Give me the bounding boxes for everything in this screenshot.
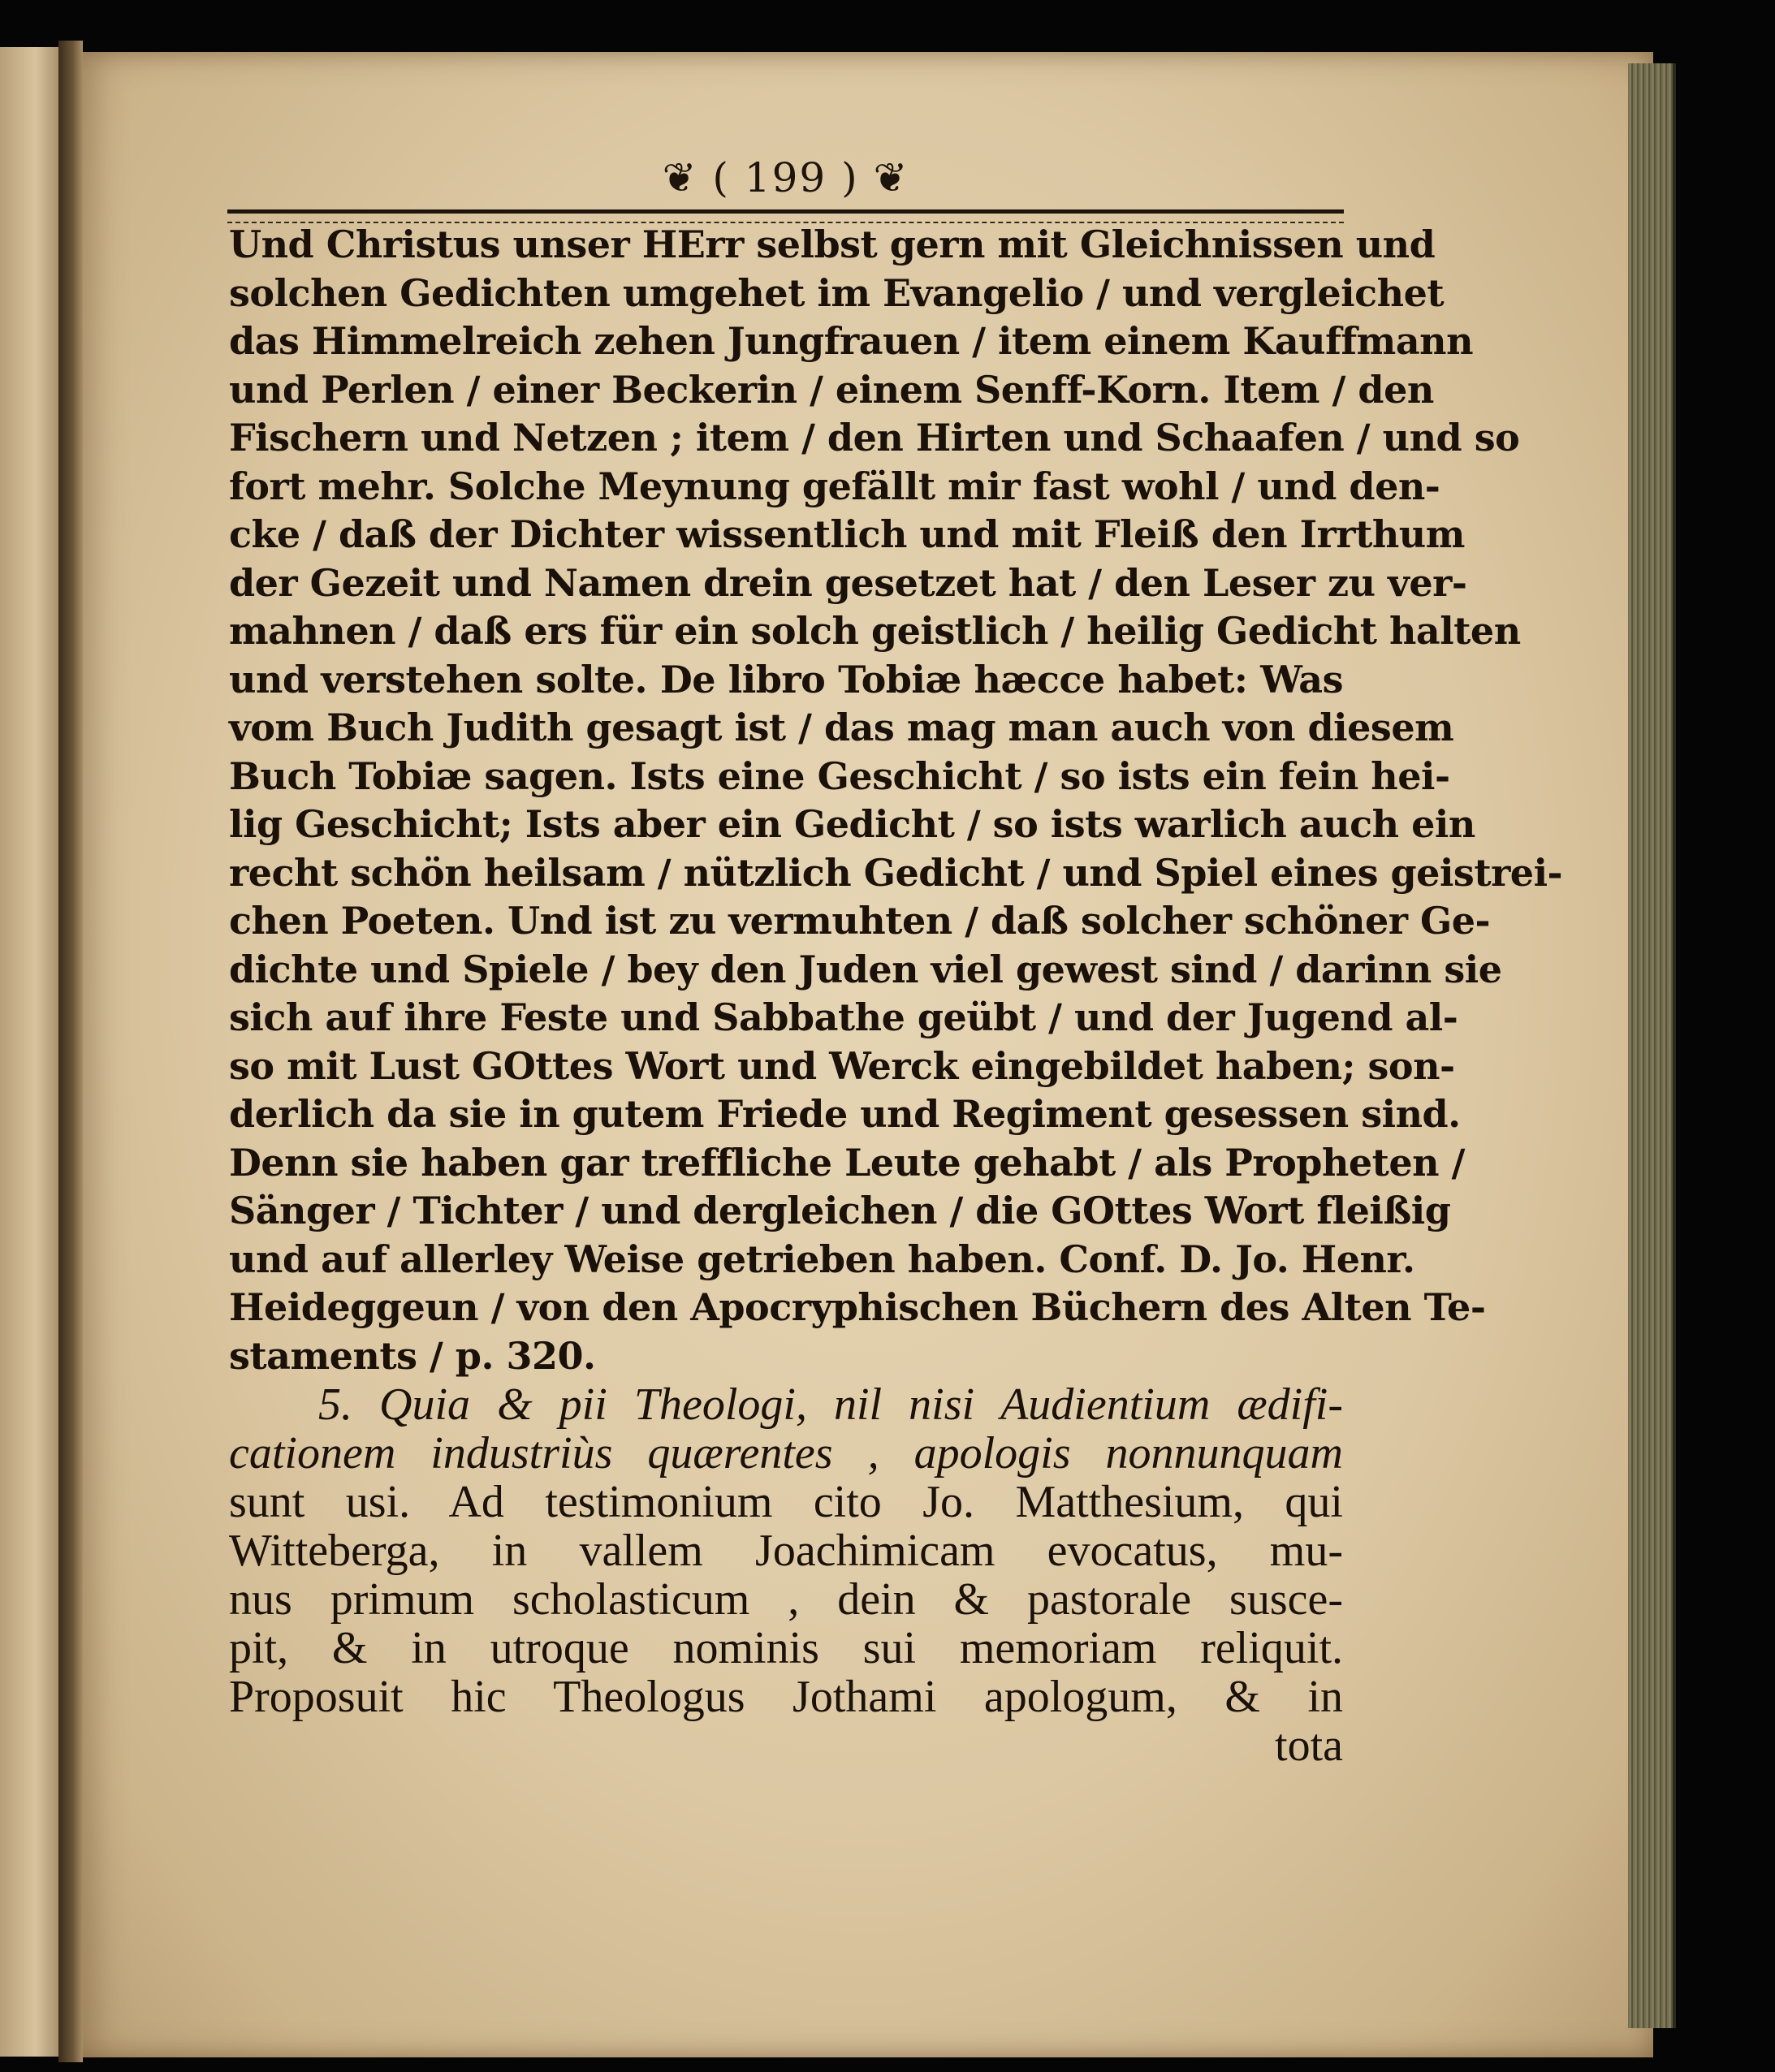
latin-line: 5. Quia & pii Theologi, nil nisi Audientium ædifi- [318, 1379, 1343, 1430]
text-line: dichte und Spiele / bey den Juden viel gewest sind / darinn sie [229, 947, 1502, 991]
text-line: und Perlen / einer Beckerin / einem Senff-Korn. Item / den [229, 367, 1434, 412]
text-line: vom Buch Judith gesagt ist / das mag man auch von diesem [229, 706, 1454, 749]
text-line: Fischern und Netzen ; item / den Hirten und Schaafen / und so [229, 416, 1520, 460]
text-line: mahnen / daß ers für ein solch geistlich / heilig Gedicht halten [229, 609, 1521, 653]
page-stack-edge [1628, 63, 1676, 2028]
book-gutter [58, 41, 83, 2062]
text-line: der Gezeit und Namen drein gesetzet hat / den Leser zu ver- [229, 560, 1467, 605]
text-line: fort mehr. Solche Meynung gefällt mir fast wohl / und den- [229, 464, 1440, 508]
text-line: Denn sie haben gar treffliche Leute gehabt / als Propheten / [229, 1140, 1465, 1185]
text-line: so mit Lust GOttes Wort und Werck eingebildet haben; son- [229, 1043, 1455, 1088]
text-line: Heideggeun / von den Apocryphischen Büchern des Alten Te- [229, 1285, 1486, 1329]
left-page-edge [0, 47, 65, 2057]
latin-line: sunt usi. Ad testimonium cito Jo. Matthesium, qui [229, 1477, 1343, 1527]
text-line: und auf allerley Weise getrieben haben. Conf. D. Jo. Henr. [229, 1237, 1415, 1281]
page-body [229, 221, 1563, 1771]
latin-line: Witteberga, in vallem Joachimicam evocatus, mu- [229, 1526, 1343, 1576]
text-line: chen Poeten. Und ist zu vermuhten / daß solcher schöner Ge- [229, 899, 1491, 943]
page-number: ❦ ( 199 ) ❦ [662, 154, 909, 201]
catchword: tota [1275, 1720, 1343, 1771]
text-line: und verstehen solte. De libro Tobiæ hæcce habet: Was [229, 657, 1343, 701]
text-line: Und Christus unser HErr selbst gern mit Gleichnissen und [229, 222, 1436, 266]
latin-line: Proposuit hic Theologus Jothami apologum, & in [229, 1672, 1343, 1722]
latin-line: nus primum scholasticum , dein & pastorale susce- [229, 1574, 1343, 1625]
text-line: das Himmelreich zehen Jungfrauen / item einem Kauffmann [229, 319, 1474, 363]
text-line: solchen Gedichten umgehet im Evangelio / und vergleichet [229, 270, 1445, 315]
latin-line: cationem industriùs quærentes , apologis nonnunquam [229, 1428, 1343, 1478]
text-line: sich auf ihre Feste und Sabbathe geübt / und der Jugend al- [229, 995, 1458, 1039]
page-header [227, 154, 1344, 201]
text-line: derlich da sie in gutem Friede und Regiment gesessen sind. [229, 1092, 1461, 1136]
text-line: recht schön heilsam / nützlich Gedicht / und Spiel eines geistrei- [229, 850, 1563, 895]
text-line: Sänger / Tichter / und dergleichen / die GOttes Wort fleißig [229, 1189, 1451, 1232]
latin-line: pit, & in utroque nominis sui memoriam reliquit. [229, 1623, 1343, 1673]
text-line: lig Geschicht; Ists aber ein Gedicht / so ists warlich auch ein [229, 802, 1475, 846]
text-line: staments / p. 320. [229, 1333, 596, 1378]
text-line: cke / daß der Dichter wissentlich und mit Fleiß den Irrthum [229, 512, 1465, 556]
text-line: Buch Tobiæ sagen. Ists eine Geschicht / so ists ein fein hei- [229, 753, 1450, 798]
